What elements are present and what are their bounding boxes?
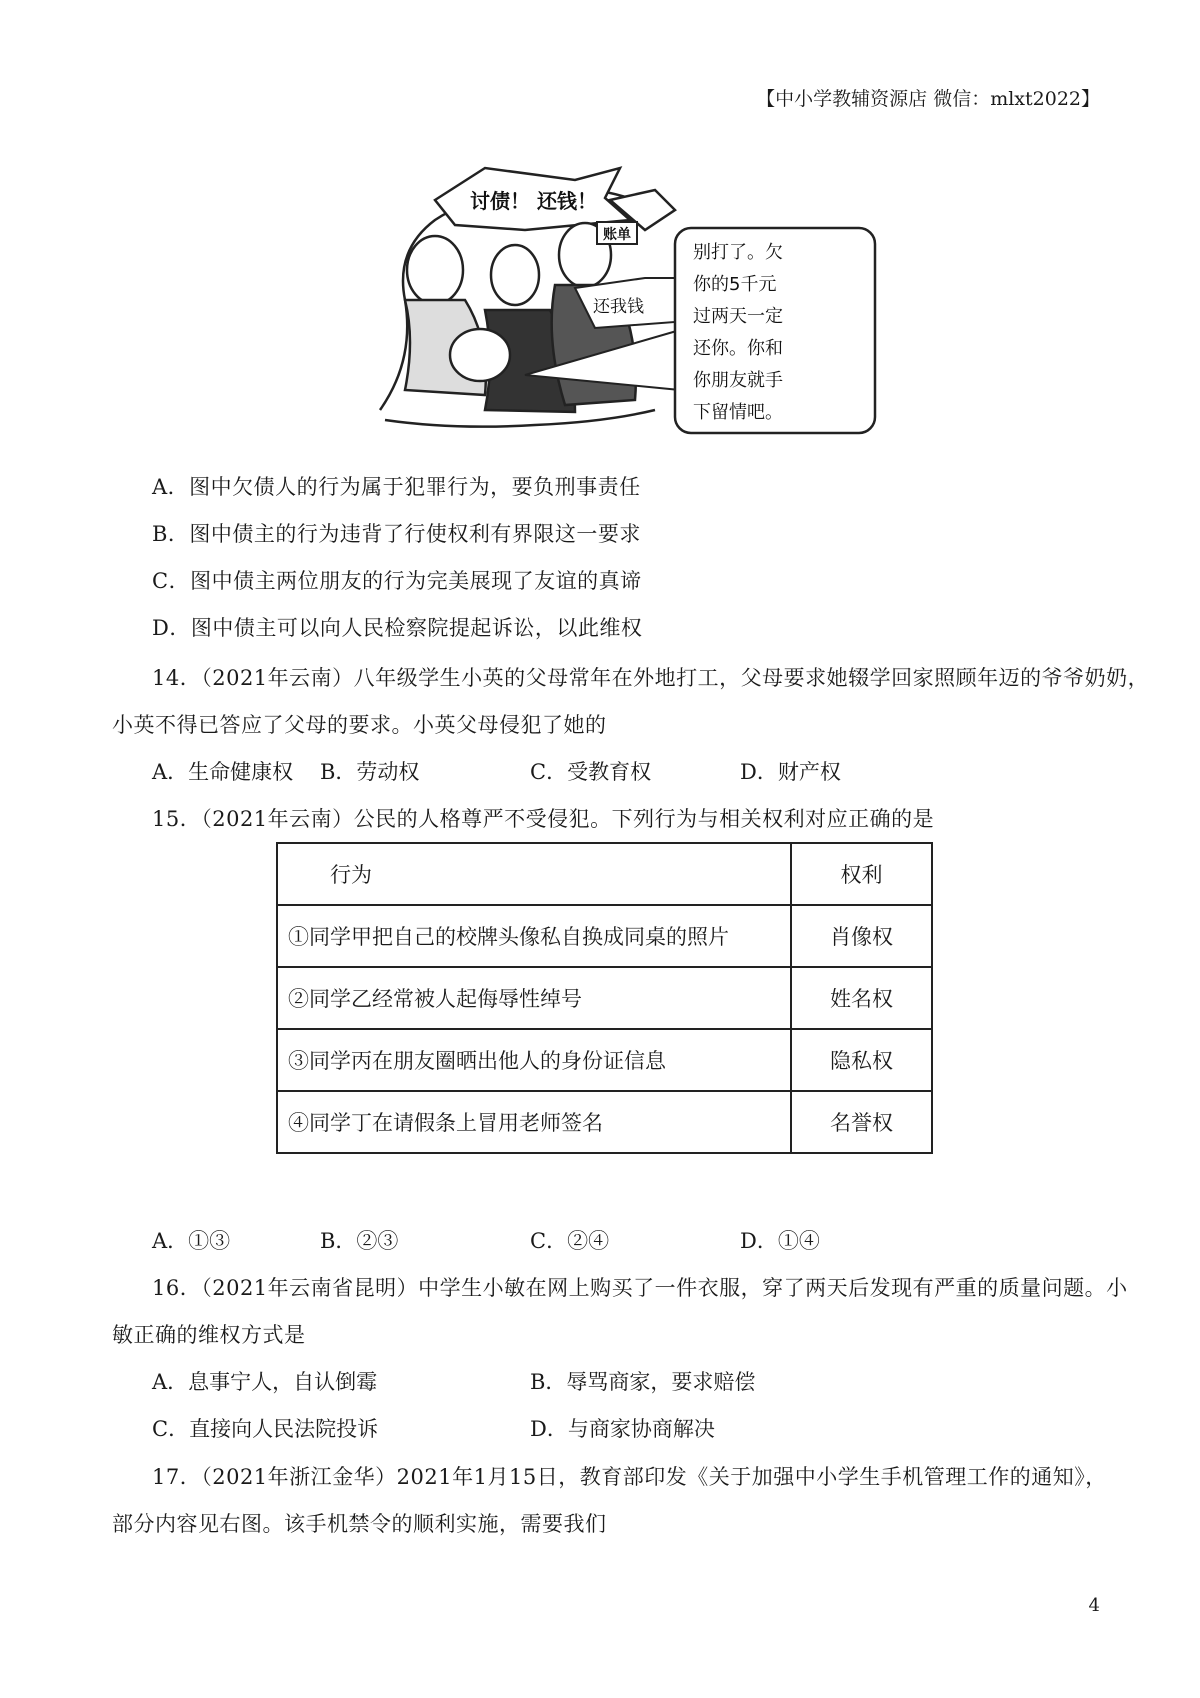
right-cell: 姓名权 [791,967,932,1029]
q15-stem: 15．（2021年云南）公民的人格尊严不受侵犯。下列行为与相关权利对应正确的是 [152,807,935,831]
right-cell: 肖像权 [791,905,932,967]
behavior-cell: ②同学乙经常被人起侮辱性绰号 [277,967,791,1029]
q14-option-d: D．财产权 [740,760,841,784]
speech-line: 别打了。欠 [693,242,783,263]
speech-line: 过两天一定 [693,306,783,327]
q14-stem-line2: 小英不得已答应了父母的要求。小英父母侵犯了她的 [112,713,607,737]
q13-option-a: A．图中欠债人的行为属于犯罪行为，要负刑事责任 [152,475,641,499]
q16-option-b: B．辱骂商家，要求赔偿 [530,1370,756,1394]
q16-option-c: C．直接向人民法院投诉 [152,1417,379,1441]
table-row [277,905,932,967]
table-row [277,967,932,1029]
table-row [277,1091,932,1153]
ledger-label: 账单 [603,227,631,243]
table-header-row [277,843,932,905]
q15-option-a: A．①③ [152,1229,231,1253]
table-row [277,1029,932,1091]
behavior-cell: ④同学丁在请假条上冒用老师签名 [277,1091,791,1153]
q13-option-c: C．图中债主两位朋友的行为完美展现了友谊的真谛 [152,569,642,593]
right-cell: 名誉权 [791,1091,932,1153]
q15-option-c: C．②④ [530,1229,610,1253]
q14-option-a: A．生命健康权 [152,760,294,784]
q17-stem-line2: 部分内容见右图。该手机禁令的顺利实施，需要我们 [112,1512,607,1536]
speech-line: 下留情吧。 [693,402,783,423]
debt-cartoon-illustration [375,160,885,440]
q16-stem-line2: 敏正确的维权方式是 [112,1323,306,1347]
q14-stem-line1: 14．（2021年云南）八年级学生小英的父母常年在外地打工，父母要求她辍学回家照顾年迈的爷爷奶奶， [152,666,1150,690]
q13-option-d: D．图中债主可以向人民检察院提起诉讼，以此维权 [152,616,643,640]
speech-line: 你朋友就手 [693,370,783,391]
shout-text: 还我钱 [593,297,644,317]
q16-stem-line1: 16．（2021年云南省昆明）中学生小敏在网上购买了一件衣服，穿了两天后发现有严重的质量问题。小 [152,1276,1128,1300]
q15-option-d: D．①④ [740,1229,820,1253]
behavior-cell: ③同学丙在朋友圈晒出他人的身份证信息 [277,1029,791,1091]
q14-option-c: C．受教育权 [530,760,652,784]
q16-option-d: D．与商家协商解决 [530,1417,715,1441]
banner-text: 讨债！ 还钱！ [470,189,597,213]
behavior-cell: ①同学甲把自己的校牌头像私自换成同桌的照片 [277,905,791,967]
page-number: 4 [1088,1595,1100,1616]
header-right: 权利 [791,843,932,905]
right-cell: 隐私权 [791,1029,932,1091]
q17-stem-line1: 17．（2021年浙江金华）2021年1月15日，教育部印发《关于加强中小学生手机管理工作的通知》， [152,1465,1107,1489]
banner-shape [435,168,630,230]
q15-option-b: B．②③ [320,1229,399,1253]
speech-line: 你的5千元 [693,274,777,295]
rights-table [276,842,933,1154]
q16-option-a: A．息事宁人，自认倒霉 [152,1370,378,1394]
q13-option-b: B．图中债主的行为违背了行使权利有界限这一要求 [152,522,641,546]
q14-option-b: B．劳动权 [320,760,420,784]
page-header-watermark: 【中小学教辅资源店 微信：mlxt2022】 [756,88,1100,110]
header-behavior: 行为 [277,843,791,905]
speech-line: 还你。你和 [693,338,783,359]
